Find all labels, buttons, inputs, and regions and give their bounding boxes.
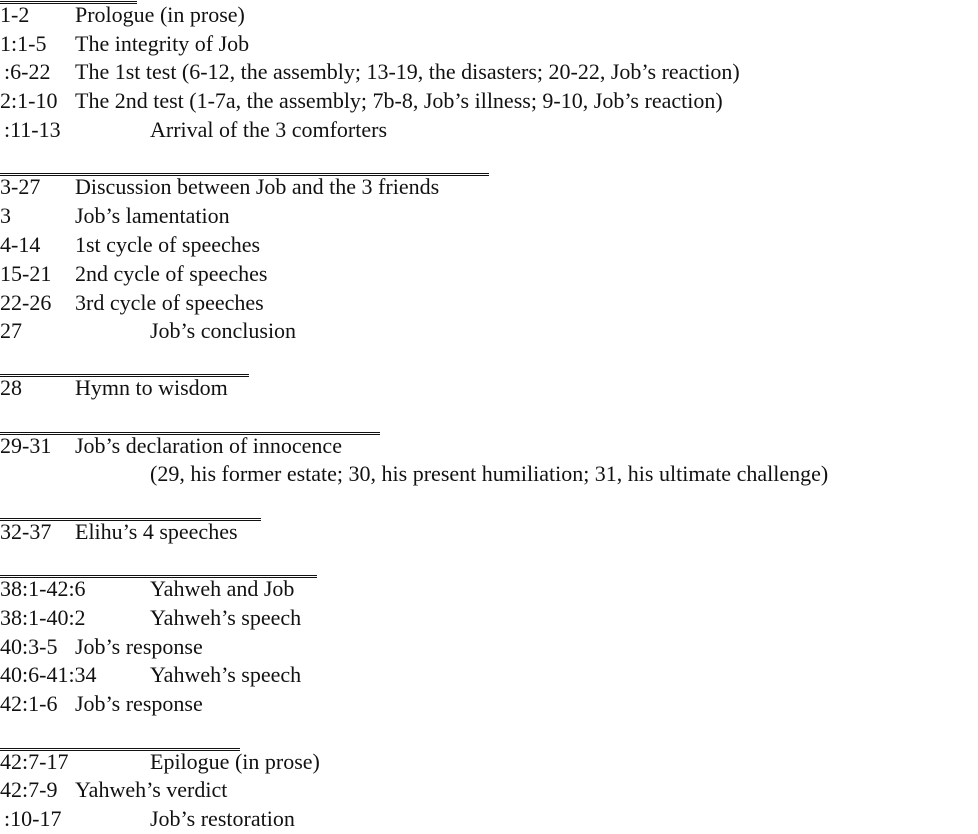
item-text: Yahweh’s speech [150,662,302,687]
item-text: Yahweh’s speech [150,605,302,630]
section-title-text: Prologue [75,2,155,27]
item-text: Arrival of the 3 comforters [150,117,388,142]
item-ref: 42:7-9 [0,777,58,802]
section-ref: 32-37 [0,519,52,544]
item-ref: :6-22 [4,59,51,84]
item-text: The 1st test (6-12, the assembly; 13-19, the disasters; 20-22, Job’s reaction) [75,59,740,84]
section-title [150,748,320,776]
item-ref: 40:3-5 [0,634,58,659]
section-title: Job’s declaration of innocence [75,433,342,458]
section-ref: 42:7-17 [0,749,69,774]
item-text: Job’s conclusion [150,318,297,343]
item-ref: 42:1-6 [0,691,58,716]
section-note: (29, his former estate; 30, his present humiliation; 31, his ultimate challenge) [150,461,829,486]
section-note: (in prose) [154,2,245,27]
item-text: Job’s restoration [150,806,295,831]
item-text: Job’s response [75,634,203,659]
item-ref: :11-13 [4,117,61,142]
item-ref: 3 [0,203,11,228]
item-text: Job’s response [75,691,203,716]
item-ref: 1:1-5 [0,31,47,56]
item-ref: :10-17 [4,806,62,831]
section-ref: 3-27 [0,174,41,199]
item-ref: 40:6-41:34 [0,662,97,687]
section-ref: 29-31 [0,433,52,458]
item-text: Yahweh’s verdict [75,777,228,802]
item-ref: 38:1-40:2 [0,605,86,630]
item-ref: 22-26 [0,290,52,315]
section-ref: 1-2 [0,2,30,27]
item-ref: 15-21 [0,261,52,286]
item-text: 3rd cycle of speeches [75,290,264,315]
section-title: Discussion between Job and the 3 friends [75,174,440,199]
section-note: (in prose) [229,749,320,774]
item-text: 2nd cycle of speeches [75,261,268,286]
item-text: 1st cycle of speeches [75,232,261,257]
item-ref: 27 [0,318,22,343]
item-text: Job’s lamentation [75,203,230,228]
section-title [75,1,245,29]
item-text: The integrity of Job [75,31,250,56]
item-ref: 2:1-10 [0,88,58,113]
section-title: Hymn to wisdom [75,375,228,400]
section-title-text: Epilogue [150,749,230,774]
item-ref: 4-14 [0,232,41,257]
item-text: The 2nd test (1-7a, the assembly; 7b-8, Job’s illness; 9-10, Job’s reaction) [75,88,723,113]
section-ref: 38:1-42:6 [0,576,86,601]
section-title: Elihu’s 4 speeches [75,519,238,544]
section-title: Yahweh and Job [150,576,295,601]
section-ref: 28 [0,375,22,400]
